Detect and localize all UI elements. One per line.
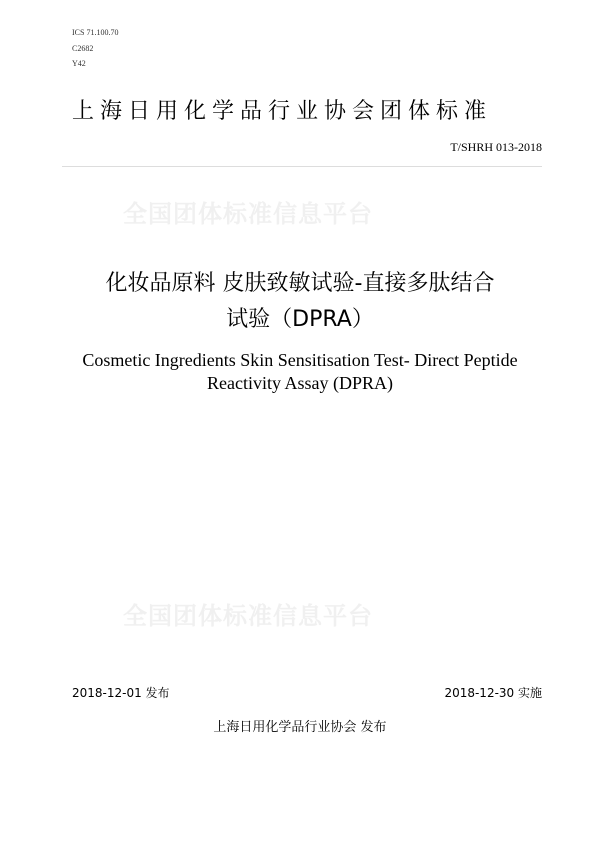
ics-code: ICS 71.100.70 bbox=[72, 28, 119, 37]
implement-date: 2018-12-30 实施 bbox=[444, 686, 542, 700]
title-zh-line2: 试验（DPRA） bbox=[226, 307, 374, 332]
publish-date: 2018-12-01 发布 bbox=[72, 686, 170, 700]
class-code: Y42 bbox=[72, 59, 86, 68]
title-en-line1: Cosmetic Ingredients Skin Sensitisation Test- Direct Peptide bbox=[82, 350, 518, 370]
standard-code: T/SHRH 013-2018 bbox=[450, 140, 542, 154]
ccs-code: C2682 bbox=[72, 44, 94, 53]
title-en-line2: Reactivity Assay (DPRA) bbox=[207, 373, 393, 393]
organization-title: 上海日用化学品行业协会团体标准 bbox=[72, 99, 493, 124]
watermark: 全国团体标准信息平台 bbox=[123, 200, 373, 228]
divider bbox=[62, 166, 542, 167]
title-zh-line1: 化妆品原料 皮肤致敏试验-直接多肽结合 bbox=[105, 271, 495, 296]
watermark: 全国团体标准信息平台 bbox=[123, 602, 373, 630]
issuer: 上海日用化学品行业协会 发布 bbox=[213, 720, 387, 735]
